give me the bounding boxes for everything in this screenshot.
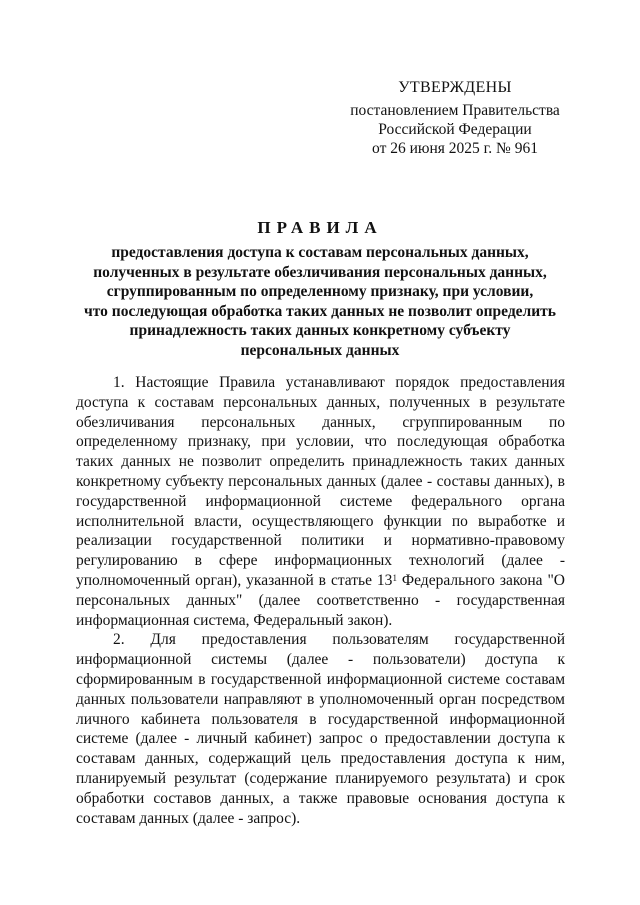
subtitle-line-6: персональных данных	[240, 341, 400, 359]
paragraph-1	[76, 373, 565, 630]
subtitle-line-4: что последующая обработка таких данных не позволит определить	[83, 302, 556, 320]
approval-line-3: от 26 июня 2025 г. № 961	[372, 140, 538, 157]
approval-line-1: постановлением Правительства	[350, 102, 560, 119]
document-body	[76, 373, 565, 828]
subtitle-line-1: предоставления доступа к составам персональных данных,	[111, 244, 529, 261]
approval-block	[330, 78, 580, 158]
document-subtitle	[70, 243, 570, 360]
approval-line-2: Российской Федерации	[378, 121, 532, 138]
paragraph-1-superscript: 1	[392, 572, 397, 583]
document-title: ПРАВИЛА	[257, 218, 383, 237]
subtitle-line-5: принадлежность таких данных конкретному субъекту	[129, 322, 511, 339]
paragraph-2: 2. Для предоставления пользователям государственной информационной системы (далее - пользователи) доступа к сформированным в государственной информационной системе составам данных пользователи направляют в уполномоченный орган посредством личного кабинета пользователя в государственной информационной системе (далее - личный кабинет) запрос о предоставлении доступа к составам данных, содержащий цель предоставления доступа к ним, планируемый результат (содержание планируемого результата) и срок обработки составов данных, а также правовые основания доступа к составам данных (далее - запрос).	[76, 631, 565, 827]
subtitle-line-2: полученных в результате обезличивания персональных данных,	[93, 263, 547, 281]
paragraph-1-text-continued: Федерального закона "О персональных данных" (далее соответственно - государственная информационная система, Федеральный закон).	[76, 571, 565, 629]
subtitle-line-3: сгруппированным по определенному признаку, при условии,	[106, 283, 534, 300]
paragraph-1-text: 1. Настоящие Правила устанавливают порядок предоставления доступа к составам персональных данных, полученных в результате обезличивания персональных данных, сгруппированным по определенному признаку, при условии, что последующая обработка таких данных не позволит определить принадлежность таких данных конкретному субъекту персональных данных (далее - составы данных), в государственной информационной системе федерального органа исполнительной власти, осуществляющего функции по выработке и реализации государственной политики и нормативно-правовому регулированию в сфере информационных технологий (далее - уполномоченный орган), указанной в статье 13	[76, 374, 565, 589]
approval-heading: УТВЕРЖДЕНЫ	[398, 79, 512, 96]
